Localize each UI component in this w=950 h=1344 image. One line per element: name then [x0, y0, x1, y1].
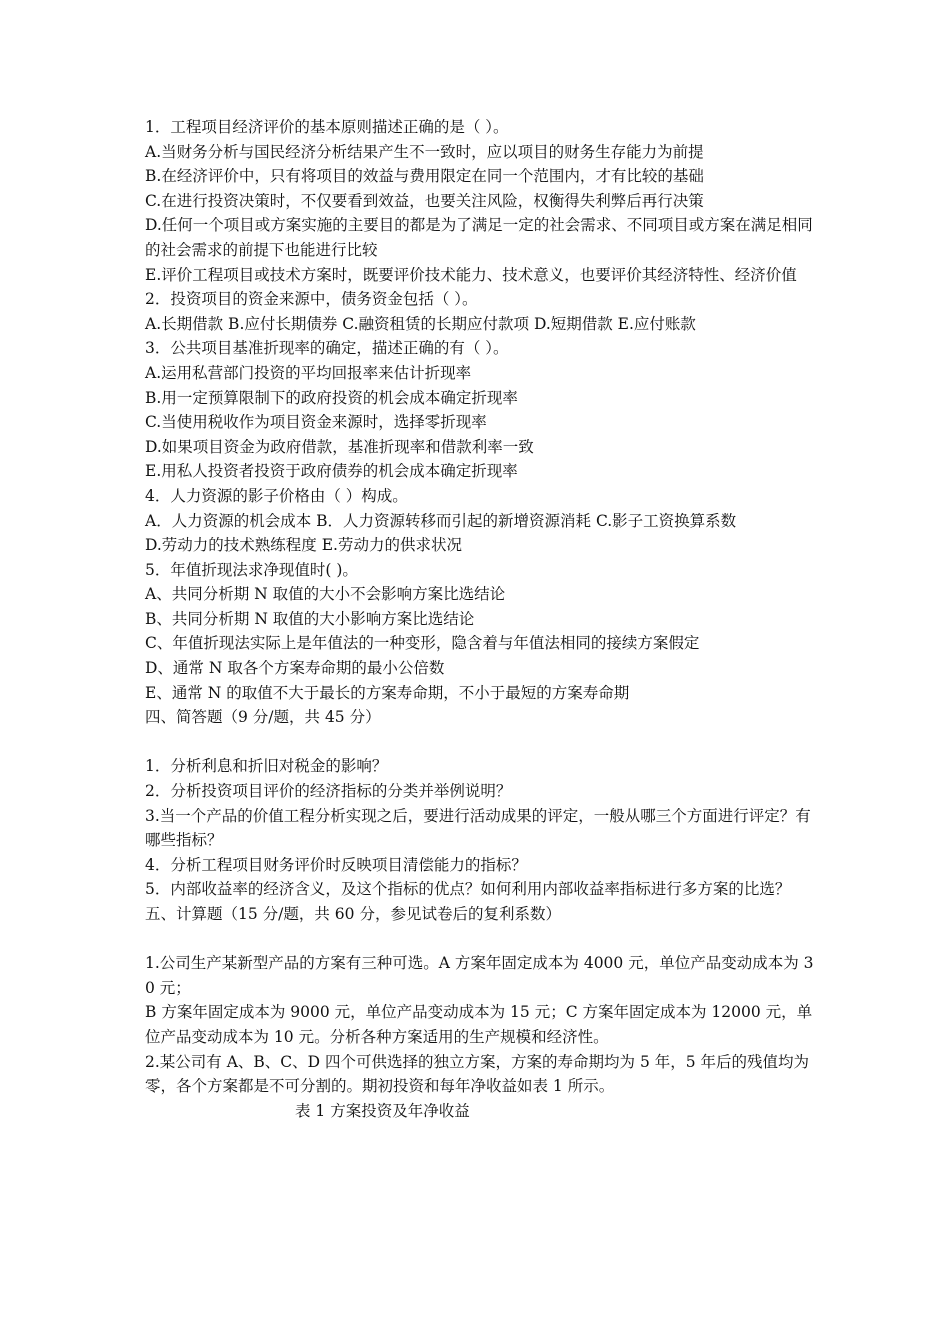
q4-options-line-1: A．人力资源的机会成本 B．人力资源转移而引起的新增资源消耗 C.影子工资换算系数 [145, 511, 737, 530]
q3-option-a: A.运用私营部门投资的平均回报率来估计折现率 [145, 363, 472, 382]
short-answer-3: 3.当一个产品的价值工程分析实现之后，要进行活动成果的评定，一般从哪三个方面进行评定？有哪些指标？ [145, 806, 811, 850]
question-4: 4．人力资源的影子价格由（ ）构成。 [145, 486, 408, 505]
q1-option-a: A.当财务分析与国民经济分析结果产生不一致时，应以项目的财务生存能力为前提 [145, 142, 704, 161]
q1-option-b: B.在经济评价中，只有将项目的效益与费用限定在同一个范围内，才有比较的基础 [145, 167, 704, 186]
blank-line [145, 730, 815, 755]
short-answer-1: 1．分析利息和折旧对税金的影响？ [145, 757, 388, 776]
short-answer-5: 5．内部收益率的经济含义，及这个指标的优点？如何利用内部收益率指标进行多方案的比选？ [145, 880, 791, 899]
blank-line [145, 927, 815, 952]
question-5: 5．年值折现法求净现值时( )。 [145, 560, 358, 579]
q4-options-line-2: D.劳动力的技术熟练程度 E.劳动力的供求状况 [145, 536, 462, 555]
table-caption: 表 1 方案投资及年净收益 [295, 1101, 470, 1120]
calculation-paragraph-3: 2.某公司有 A、B、C、D 四个可供选择的独立方案，方案的寿命期均为 5 年，5 年后的残值均为零，各个方案都是不可分割的。期初投资和每年净收益如表 1 所示。 [145, 1052, 810, 1096]
calculation-paragraph-1: 1.公司生产某新型产品的方案有三种可选。A 方案年固定成本为 4000 元，单位产品变动成本为 30 元； [145, 954, 814, 997]
question-3: 3．公共项目基准折现率的确定，描述正确的有（ ）。 [145, 339, 509, 358]
q5-option-a: A、共同分析期 N 取值的大小不会影响方案比选结论 [145, 585, 506, 604]
q5-option-d: D、通常 N 取各个方案寿命期的最小公倍数 [145, 659, 445, 678]
question-2: 2．投资项目的资金来源中，债务资金包括（ ）。 [145, 290, 478, 309]
q2-options: A.长期借款 B.应付长期债券 C.融资租赁的长期应付款项 D.短期借款 E.应付账款 [145, 314, 696, 333]
q3-option-c: C.当使用税收作为项目资金来源时，选择零折现率 [145, 413, 487, 432]
q3-option-d: D.如果项目资金为政府借款，基准折现率和借款利率一致 [145, 437, 534, 456]
q5-option-e: E、通常 N 的取值不大于最长的方案寿命期，不小于最短的方案寿命期 [145, 683, 630, 702]
calculation-heading: 五、计算题（15 分/题，共 60 分，参见试卷后的复利系数） [145, 905, 561, 923]
short-answer-heading: 四、简答题（9 分/题，共 45 分） [145, 708, 381, 727]
short-answer-2: 2．分析投资项目评价的经济指标的分类并举例说明？ [145, 782, 512, 801]
document-page [145, 115, 815, 1123]
q3-option-b: B.用一定预算限制下的政府投资的机会成本确定折现率 [145, 388, 518, 407]
calculation-paragraph-2: B 方案年固定成本为 9000 元，单位产品变动成本为 15 元；C 方案年固定成本为 12000 元，单位产品变动成本为 10 元。分析各种方案适用的生产规模和经济性。 [145, 1003, 813, 1046]
question-1: 1．工程项目经济评价的基本原则描述正确的是（ ）。 [145, 118, 509, 136]
q1-option-e: E.评价工程项目或技术方案时，既要评价技术能力、技术意义，也要评价其经济特性、经济价值 [145, 265, 797, 284]
q3-option-e: E.用私人投资者投资于政府债券的机会成本确定折现率 [145, 462, 518, 481]
q1-option-c: C.在进行投资决策时，不仅要看到效益，也要关注风险，权衡得失利弊后再行决策 [145, 191, 704, 210]
q1-option-d: D.任何一个项目或方案实施的主要目的都是为了满足一定的社会需求、不同项目或方案在满足相同的社会需求的前提下也能进行比较 [145, 216, 813, 259]
q5-option-b: B、共同分析期 N 取值的大小影响方案比选结论 [145, 609, 475, 628]
q5-option-c: C、年值折现法实际上是年值法的一种变形，隐含着与年值法相同的接续方案假定 [145, 634, 700, 653]
short-answer-4: 4．分析工程项目财务评价时反映项目清偿能力的指标？ [145, 855, 527, 874]
